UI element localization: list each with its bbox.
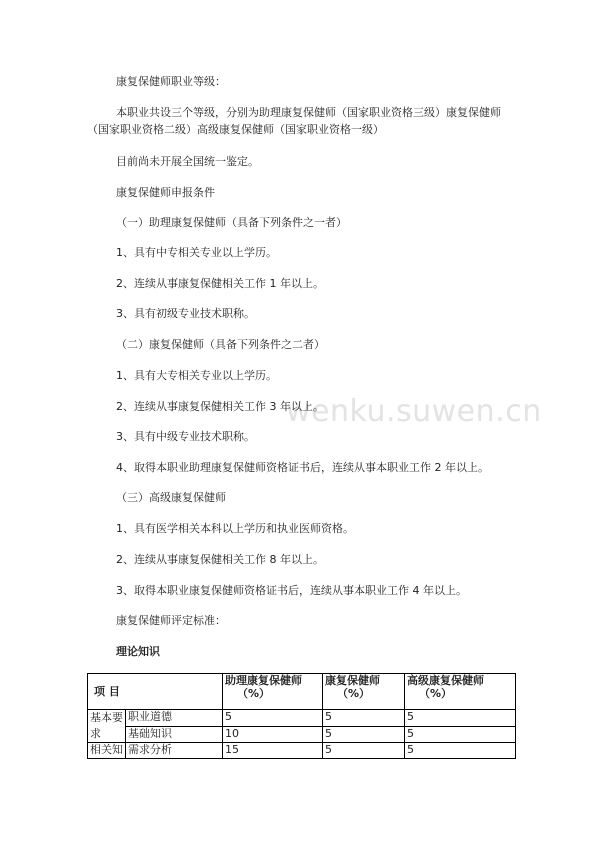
section-2-title: （二）康复保健师（具备下列条件之二者）	[116, 338, 325, 351]
apply-conditions-title: 康复保健师申报条件	[116, 186, 215, 199]
header-project: 项 目	[88, 674, 223, 710]
section-1-title: （一）助理康复保健师（具备下列条件之一者）	[116, 216, 347, 229]
section-2-item-1: 1、具有大专相关专业以上学历。	[116, 369, 277, 382]
section-3-item-1: 1、具有医学相关本科以上学历和执业医师资格。	[116, 522, 354, 535]
table-header-row	[88, 674, 516, 710]
header-assistant-label: 助理康复保健师	[225, 674, 302, 687]
theory-knowledge-table	[87, 673, 516, 759]
section-1-item-3: 3、具有初级专业技术职称。	[116, 307, 255, 320]
row-value-assistant: 10	[223, 726, 323, 743]
table-row	[88, 726, 516, 743]
section-3-item-2: 2、连续从事康复保健相关工作 8 年以上。	[116, 553, 324, 566]
section-2-item-3: 3、具有中级专业技术职称。	[116, 430, 255, 443]
no-exam-note: 目前尚未开展全国统一鉴定。	[116, 155, 259, 168]
header-senior-label: 高级康复保健师	[407, 674, 484, 687]
row-value-assistant: 5	[223, 710, 323, 727]
row-value-senior: 5	[405, 710, 516, 727]
row-item: 基础知识	[126, 726, 223, 743]
section-2-item-2: 2、连续从事康复保健相关工作 3 年以上。	[116, 400, 324, 413]
standard-title: 康复保健师评定标准：	[116, 614, 226, 627]
header-senior	[405, 674, 516, 710]
table-title: 理论知识	[116, 645, 160, 658]
section-2-item-4: 4、取得本职业助理康复保健师资格证书后，连续从事本职业工作 2 年以上。	[116, 461, 489, 474]
header-assistant-pct: （%）	[237, 687, 271, 700]
watermark: wenku.suwen.cn	[286, 394, 542, 429]
row-value-standard: 5	[323, 726, 405, 743]
row-item: 职业道德	[126, 710, 223, 727]
table-row	[88, 743, 516, 759]
row-value-senior: 5	[405, 726, 516, 743]
level-description: 本职业共设三个等级，分别为助理康复保健师（国家职业资格三级）康复保健师（国家职业资格二级）高级康复保健师（国家职业资格一级）	[87, 106, 501, 136]
header-assistant	[223, 674, 323, 710]
section-1-item-2: 2、连续从事康复保健相关工作 1 年以上。	[116, 277, 324, 290]
row-value-standard: 5	[323, 710, 405, 727]
header-standard-label: 康复保健师	[325, 674, 380, 687]
row-item: 需求分析	[126, 743, 223, 759]
section-3-title: （三）高级康复保健师	[116, 491, 226, 504]
row-value-senior: 5	[405, 743, 516, 759]
row-value-assistant: 15	[223, 743, 323, 759]
row-value-standard: 5	[323, 743, 405, 759]
group-basic-requirements: 基本要求	[88, 710, 126, 743]
header-standard	[323, 674, 405, 710]
section-3-item-3: 3、取得本职业康复保健师资格证书后，连续从事本职业工作 4 年以上。	[116, 584, 467, 597]
table-row	[88, 710, 516, 727]
level-title: 康复保健师职业等级：	[116, 75, 226, 88]
header-senior-pct: （%）	[419, 687, 453, 700]
group-related-knowledge: 相关知	[88, 743, 126, 759]
section-1-item-1: 1、具有中专相关专业以上学历。	[116, 246, 277, 259]
header-standard-pct: （%）	[337, 687, 371, 700]
